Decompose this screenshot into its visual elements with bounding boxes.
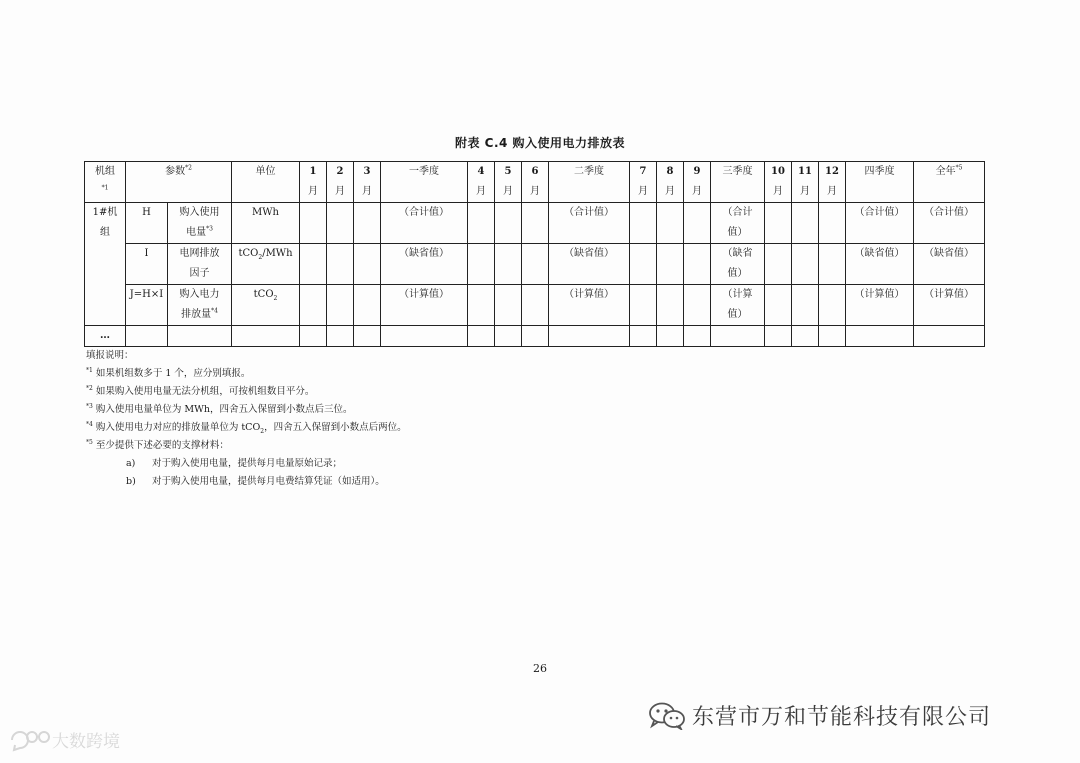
cell-empty	[684, 244, 711, 285]
cell-empty	[819, 326, 846, 347]
param-name: 电网排放 因子	[168, 244, 232, 285]
cell-year: （合计值）	[914, 203, 985, 244]
header-month-1: 1 月	[300, 162, 327, 203]
header-param: 参数$^{*2}$	[126, 162, 232, 203]
header-month-11: 11 月	[792, 162, 819, 203]
cell-empty	[327, 285, 354, 326]
cell-empty	[232, 326, 300, 347]
header-month-6: 6 月	[522, 162, 549, 203]
cell-empty	[300, 326, 327, 347]
cell-empty	[684, 285, 711, 326]
cell-empty	[495, 244, 522, 285]
cell-empty	[792, 203, 819, 244]
header-q1: 一季度	[381, 162, 468, 203]
header-q4: 四季度	[846, 162, 914, 203]
cell-q2: （合计值）	[549, 203, 630, 244]
cell-empty	[354, 285, 381, 326]
cell-empty	[846, 326, 914, 347]
cell-empty	[354, 244, 381, 285]
cell-empty	[765, 203, 792, 244]
cell-empty	[630, 244, 657, 285]
notes-heading: 填报说明：	[86, 350, 134, 361]
cell-q2: （计算值）	[549, 285, 630, 326]
cell-q4: （合计值）	[846, 203, 914, 244]
header-month-10: 10 月	[765, 162, 792, 203]
cell-empty	[765, 326, 792, 347]
table-row	[85, 285, 985, 326]
param-unit: tCO$_2$	[232, 285, 300, 326]
cell-empty	[630, 203, 657, 244]
cell-empty	[327, 244, 354, 285]
cell-empty	[126, 326, 168, 347]
param-code: J=H×I	[126, 285, 168, 326]
wechat-icon	[648, 702, 686, 730]
header-unit-group: 机组 $^{*1}$	[85, 162, 126, 203]
unit-name-cell: 1#机 组	[85, 203, 126, 326]
cell-q4: （缺省值）	[846, 244, 914, 285]
cell-q3: （缺省 值）	[711, 244, 765, 285]
cell-q4: （计算值）	[846, 285, 914, 326]
cell-empty	[495, 326, 522, 347]
cell-empty	[495, 285, 522, 326]
cell-empty	[792, 285, 819, 326]
header-month-8: 8 月	[657, 162, 684, 203]
header-q3: 三季度	[711, 162, 765, 203]
cell-empty	[522, 203, 549, 244]
cell-empty	[657, 326, 684, 347]
cell-empty	[327, 326, 354, 347]
cell-empty	[819, 203, 846, 244]
header-month-3: 3 月	[354, 162, 381, 203]
cell-q3: （合计 值）	[711, 203, 765, 244]
note-5-item-a: a) 对于购入使用电量，提供每月电量原始记录；	[126, 458, 343, 469]
cell-empty	[657, 244, 684, 285]
cell-empty	[765, 285, 792, 326]
cell-empty	[300, 285, 327, 326]
cell-empty	[468, 244, 495, 285]
cell-empty	[327, 203, 354, 244]
cell-empty	[522, 326, 549, 347]
cell-empty	[354, 203, 381, 244]
cell-empty	[630, 285, 657, 326]
param-code: H	[126, 203, 168, 244]
bubble-logo-icon	[8, 728, 52, 752]
param-name: 购入使用 电量$^{*3}$	[168, 203, 232, 244]
param-code: I	[126, 244, 168, 285]
note-3: $^{*3}$ 购入使用电量单位为 MWh，四舍五入保留到小数点后三位。	[86, 402, 353, 415]
cell-empty	[549, 326, 630, 347]
cell-empty	[468, 326, 495, 347]
cell-empty	[792, 326, 819, 347]
cell-empty	[684, 326, 711, 347]
cell-empty	[354, 326, 381, 347]
cell-q1: （合计值）	[381, 203, 468, 244]
cell-empty	[468, 285, 495, 326]
cell-year: （缺省值）	[914, 244, 985, 285]
header-unit: 单位	[232, 162, 300, 203]
table-row	[85, 244, 985, 285]
cell-q2: （缺省值）	[549, 244, 630, 285]
company-watermark	[648, 700, 991, 731]
cell-year: （计算值）	[914, 285, 985, 326]
cell-q1: （缺省值）	[381, 244, 468, 285]
cell-empty	[522, 244, 549, 285]
header-month-9: 9 月	[684, 162, 711, 203]
table-title: 附表 C.4 购入使用电力排放表	[454, 136, 626, 150]
cell-empty	[168, 326, 232, 347]
header-month-4: 4 月	[468, 162, 495, 203]
cell-empty	[468, 203, 495, 244]
table-row	[85, 203, 985, 244]
cell-empty	[300, 244, 327, 285]
note-5-item-b: b) 对于购入使用电量，提供每月电费结算凭证（如适用）。	[126, 476, 385, 487]
cell-empty	[300, 203, 327, 244]
cell-empty	[522, 285, 549, 326]
param-name: 购入电力 排放量$^{*4}$	[168, 285, 232, 326]
cell-empty	[914, 326, 985, 347]
header-year: 全年$^{*5}$	[914, 162, 985, 203]
cell-empty	[684, 203, 711, 244]
header-month-2: 2 月	[327, 162, 354, 203]
cell-empty	[657, 203, 684, 244]
ellipsis-cell: …	[85, 326, 126, 347]
header-month-7: 7 月	[630, 162, 657, 203]
emission-table	[84, 161, 985, 347]
brand-watermark	[8, 727, 120, 752]
cell-empty	[819, 285, 846, 326]
table-row-ellipsis	[85, 326, 985, 347]
brand-name: 大数跨境	[52, 732, 120, 752]
note-4: $^{*4}$ 购入使用电力对应的排放量单位为 tCO$_2$，四舍五入保留到小数点后两位。	[86, 420, 407, 435]
table-header-row	[85, 162, 985, 203]
cell-empty	[495, 203, 522, 244]
note-1: $^{*1}$ 如果机组数多于 1 个，应分别填报。	[86, 366, 251, 379]
note-2: $^{*2}$ 如果购入使用电量无法分机组，可按机组数目平分。	[86, 384, 315, 397]
cell-empty	[711, 326, 765, 347]
param-unit: MWh	[232, 203, 300, 244]
note-5: $^{*5}$ 至少提供下述必要的支撑材料：	[86, 438, 229, 451]
cell-empty	[381, 326, 468, 347]
cell-empty	[819, 244, 846, 285]
cell-empty	[630, 326, 657, 347]
cell-empty	[792, 244, 819, 285]
filling-notes	[86, 347, 407, 491]
cell-empty	[657, 285, 684, 326]
param-unit: tCO$_2$/MWh	[232, 244, 300, 285]
company-name: 东营市万和节能科技有限公司	[692, 705, 992, 730]
header-q2: 二季度	[549, 162, 630, 203]
header-month-12: 12 月	[819, 162, 846, 203]
cell-q1: （计算值）	[381, 285, 468, 326]
cell-q3: （计算 值）	[711, 285, 765, 326]
header-month-5: 5 月	[495, 162, 522, 203]
cell-empty	[765, 244, 792, 285]
page-number: 26	[533, 662, 547, 675]
